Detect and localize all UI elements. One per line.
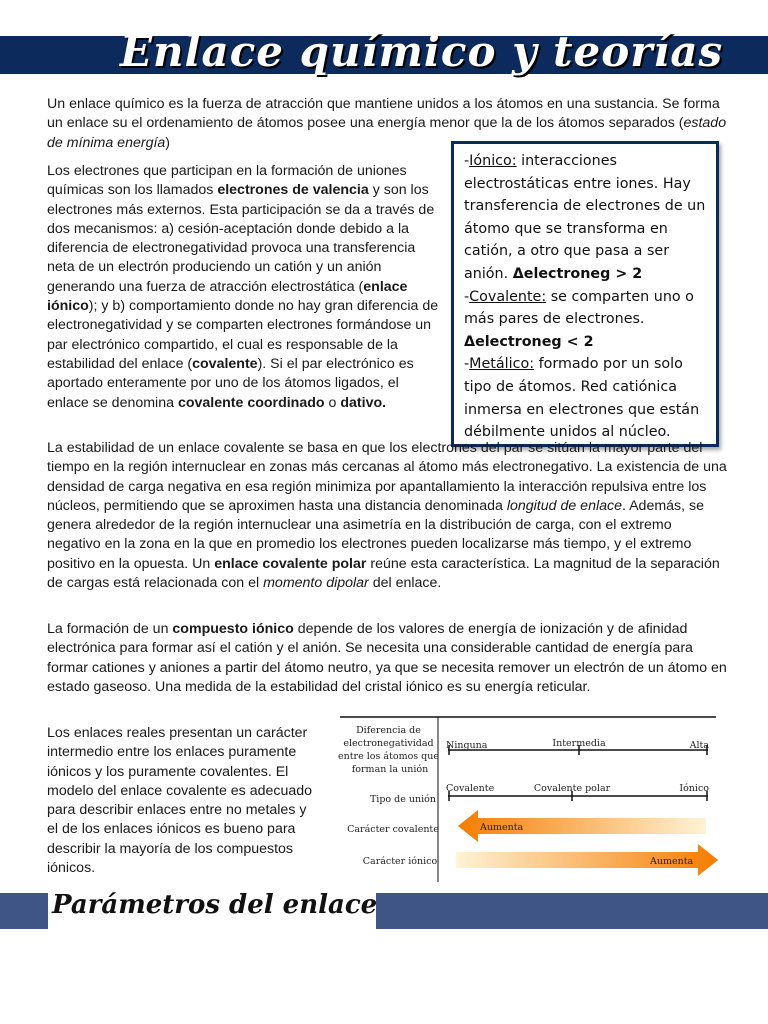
bond-types-box <box>451 141 719 447</box>
bond-types-text: -Iónico: interacciones electrostáticas entre iones. Hay transferencia de electrones de un átomo que se transforma en catión, a otro que pasa a ser anión. Δelectroneg > 2 -Covalente: se comparten uno o más pares de electrones. Δelectroneg < 2 -Metálico: formado por un solo tipo de átomos. Red catiónica inmersa en electrones que están débilmente unidos al núcleo. <box>464 153 706 441</box>
row1-label-line1: Diferencia de <box>356 725 421 736</box>
row2-tick-covalente: Covalente <box>446 783 495 794</box>
row2-tick-ionico: Iónico <box>679 783 709 794</box>
row2-tick-covalente-polar: Covalente polar <box>533 783 611 794</box>
row4-label: Carácter iónico <box>362 856 438 867</box>
row3-label: Carácter covalente <box>347 824 439 835</box>
ionic-compound-paragraph: La formación de un compuesto iónico depende de los valores de energía de ionización y de afinidad electrónica para formar así el catión y el anión. Se necesita una considerable cantidad de energía para formar cationes y aniones a partir del átomo neutro, ya que se necesita remover un electrón de un átomo en estado gaseoso. Una medida de la estabilidad del cristal iónico es su energía reticular. <box>47 621 727 695</box>
row1-tick-intermedia: Intermedia <box>552 738 606 749</box>
svg-text:Diferencia de electronegat <box>338 725 442 775</box>
row1-label-line2: electronegatividad <box>343 738 434 749</box>
row1-tick-alta: Alta <box>689 740 709 751</box>
row1-tick-ninguna: Ninguna <box>446 740 488 751</box>
row1-label-line3: entre los átomos que <box>338 751 440 762</box>
valence-paragraph: Los electrones que participan en la formación de uniones químicas son los llamados electrones de valencia y son los electrones más externos. Esta participación se da a través de dos mecanismos: a) cesión-aceptación donde debido a la diferencia de electronegatividad provoca una transferencia neta de un electrón produciendo un catión y un anión generando una fuerza de atracción electrostática (enlace iónico); y b) comportamiento donde no hay gran diferencia de electronegatividad y se comparten electrones formándose un par electrónico compartido, el cual es responsable de la estabilidad del enlace (covalente). Si el par electrónico es aportado enteramente por uno de los átomos ligados, el enlace se denomina covalente coordinado o dativo. <box>47 163 439 411</box>
bond-character-diagram <box>338 714 722 884</box>
intro-paragraph: Un enlace químico es la fuerza de atracción que mantiene unidos a los átomos en una sustancia. Se forma un enlace su el ordenamiento de átomos posee una energía menor que la de los átomos separados (estado de mínima energía) <box>47 96 727 151</box>
row1-label-line4: forman la unión <box>351 764 429 775</box>
section-title: Parámetros del enlace <box>52 890 378 920</box>
real-bonds-paragraph: Los enlaces reales presentan un carácter intermedio entre los enlaces puramente iónicos y los puramente covalentes. El modelo del enlace covalente es adecuado para describir enlaces entre no metales y el de los enlaces iónicos es bueno para describir la mayoría de los compuestos iónicos. <box>47 725 313 877</box>
row2-label: Tipo de unión <box>369 794 437 805</box>
row4-arrow-label: Aumenta <box>650 856 694 867</box>
page-title: Enlace químico y teorías <box>120 27 724 76</box>
covalent-stability-paragraph: La estabilidad de un enlace covalente se basa en que los electrones del par se sitúan la mayor parte del tiempo en la región internuclear en zonas más cercanas al átomo más electronegativo. La existencia de una densidad de carga negativa en esa región minimiza por apantallamiento la interacción repulsiva entre los núcleos, permitiendo que se aproximen hasta una distancia denominada longitud de enlace. Además, se genera alrededor de la región internuclear una asimetría en la distribución de carga, con el extremo negativo en la zona en la que en promedio los electrones pueden localizarse más tiempo, y el extremo positivo en la opuesta. Un enlace covalente polar reúne esta característica. La magnitud de la separación de cargas está relacionada con el momento dipolar del enlace. <box>47 440 727 592</box>
row3-arrow-label: Aumenta <box>480 822 524 833</box>
